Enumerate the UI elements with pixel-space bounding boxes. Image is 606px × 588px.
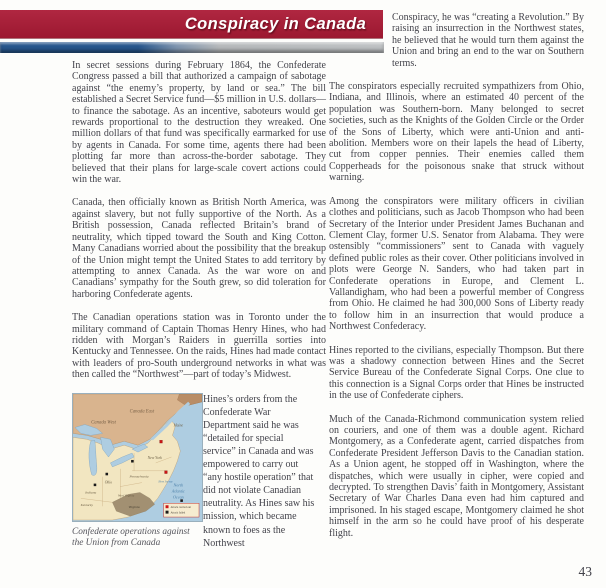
label-ocean-2: Atlantic xyxy=(171,488,185,494)
label-new-jersey: New Jersey xyxy=(158,479,173,484)
map-caption: Confederate operations against the Union from Canada xyxy=(72,526,190,549)
label-kentucky: Kentucky xyxy=(80,502,93,507)
label-indiana: Indiana xyxy=(85,489,97,494)
paragraph-text: Conspiracy, he was “creating a Revolution.” By raising an insurrection in the Northwest states, he believed that he would turn them against the Union and bring an end to the war on Southern terms. xyxy=(392,12,584,69)
map-image xyxy=(72,393,203,522)
chapter-banner xyxy=(0,10,383,38)
page-title: Conspiracy in Canada xyxy=(184,15,367,33)
marker-attack-carried-out xyxy=(165,470,168,473)
label-ocean-1: North xyxy=(173,482,184,488)
label-maine: Maine xyxy=(173,423,184,428)
legend-carried-out: Attack carried out xyxy=(170,504,192,509)
label-virginia: Virginia xyxy=(128,504,140,509)
body-paragraph: The conspirators especially recruited sympathizers from Ohio, Indiana, and Illinois, where an estimated 40 percent of the population was Southern-born. Many belonged to secret societies, such as the Knights of the Golden Circle or the Order of the Sons of Liberty, which were anti-Union and anti-abolition. Members wore on their lapels the head of Liberty, cut from copper pennies. Their enemies called them Copperheads for the poisonous snake that struck without warning. xyxy=(329,81,584,184)
sidebar-paragraph: Hines’s orders from the Confederate War Department said he was “detailed for special service” in Canada and was empowered to carry out “any hostile operation” that did not violate Canadian neutrality. As Hines saw his mission, which became known to foes as the Northwest xyxy=(203,393,315,549)
map-figure xyxy=(72,393,203,562)
body-paragraph: In secret sessions during February 1864, the Confederate Congress passed a bill that authorized a campaign of sabotage against “the enemy’s property, by land or sea.” The bill established a Secret Service fund—$5 million in U.S. dollars—to finance the sabotage. As an incentive, saboteurs would get rewards proportional to the destruction they wreaked. One million dollars of that fund was specifically earmarked for use by agents in Canada. For some time, agents there had been plotting far more than across-the-border sabotage. They believed that their plans for large-scale covert actions could win the war. xyxy=(72,60,326,186)
body-paragraph: Much of the Canada-Richmond communication system relied on couriers, and one of them was a double agent. Richard Montgomery, as a Confederate agent, carried dispatches from Confederate President Jefferson Davis to the Canadian station. As a Union agent, he stopped off in Washington, where the dispatches, which were usually in cipher, were copied and decrypted. To strengthen Davis’ faith in Montgomery, Assistant Secretary of War Charles Dana even had him captured and imprisoned. In his staged escape, Montgomery claimed he shot himself in the arm so he could have proof of his desperate flight. xyxy=(329,413,584,539)
accent-bar xyxy=(0,42,384,53)
body-paragraph: Hines reported to the civilians, especially Thompson. But there was a shadowy connection between Hines and the Secret Service Bureau of the Confederate Signal Corps. One clue to this connection is a Signal Corps order that Hines be instructed in the use of Confederate ciphers. xyxy=(329,344,584,402)
body-paragraph: Canada, then officially known as British North America, was against slavery, but not fully supportive of the North. As a British possession, Canada reflected Britain’s brand of neutrality, which tipped toward the South and King Cotton. Many Canadians worried about the possibility that the breakup of the Union might tempt the United States to add territory by attempting to annex Canada. As the war wore on and Canadians’ sympathy for the South grew, so did toleration for harboring Confederate agents. xyxy=(72,197,326,300)
marker-attack-failed xyxy=(106,472,109,475)
label-pennsylvania: Pennsylvania xyxy=(129,474,149,479)
marker-attack-failed xyxy=(131,460,134,463)
map-figure-row xyxy=(72,393,326,562)
legend-failed: Attack failed xyxy=(170,509,186,514)
marker-attack-carried-out xyxy=(160,440,163,443)
label-canada-east: Canada East xyxy=(129,409,155,415)
body-paragraph: Among the conspirators were military officers in civilian clothes and politicians, such as Jacob Thompson who had been Secretary of the Interior under President James Buchanan and Clement Clay, former U.S. Senator from Alabama. They were ostensibly “commissioners” sent to Canada with vaguely defined public roles as their cover. Other politicians involved in plots were George N. Sanders, who had taken part in Confederate operations in Europe, and Clement L. Vallandigham, who had been a powerful member of Congress from Ohio. He claimed he had 300,000 Sons of Liberty ready to follow him in an insurrection that would produce a Northwest Confederacy. xyxy=(329,195,584,333)
right-column xyxy=(329,12,584,551)
label-new-york: New York xyxy=(147,455,162,460)
marker-attack-failed xyxy=(180,499,183,502)
body-paragraph: The Canadian operations station was in Toronto under the military command of Captain Thomas Henry Hines, who had ridden with Morgan’s Raiders in guerrilla sorties into Kentucky and Tennessee. On the raids, Hines had made contact with leaders of pro-South underground networks in what was then called the “Northwest”—part of today’s Midwest. xyxy=(72,312,326,381)
label-canada-west: Canada West xyxy=(91,420,116,426)
banner-wrap-spacer xyxy=(329,12,392,58)
page-number: 43 xyxy=(578,564,592,579)
label-west-virginia: West Virginia xyxy=(118,492,135,497)
body-paragraph xyxy=(329,12,584,69)
canada-us-map xyxy=(73,394,202,521)
label-ohio: Ohio xyxy=(104,480,113,485)
label-ocean-3: Ocean xyxy=(172,493,184,499)
map-legend xyxy=(164,503,199,517)
marker-attack-failed xyxy=(94,483,97,486)
left-column xyxy=(72,60,326,562)
